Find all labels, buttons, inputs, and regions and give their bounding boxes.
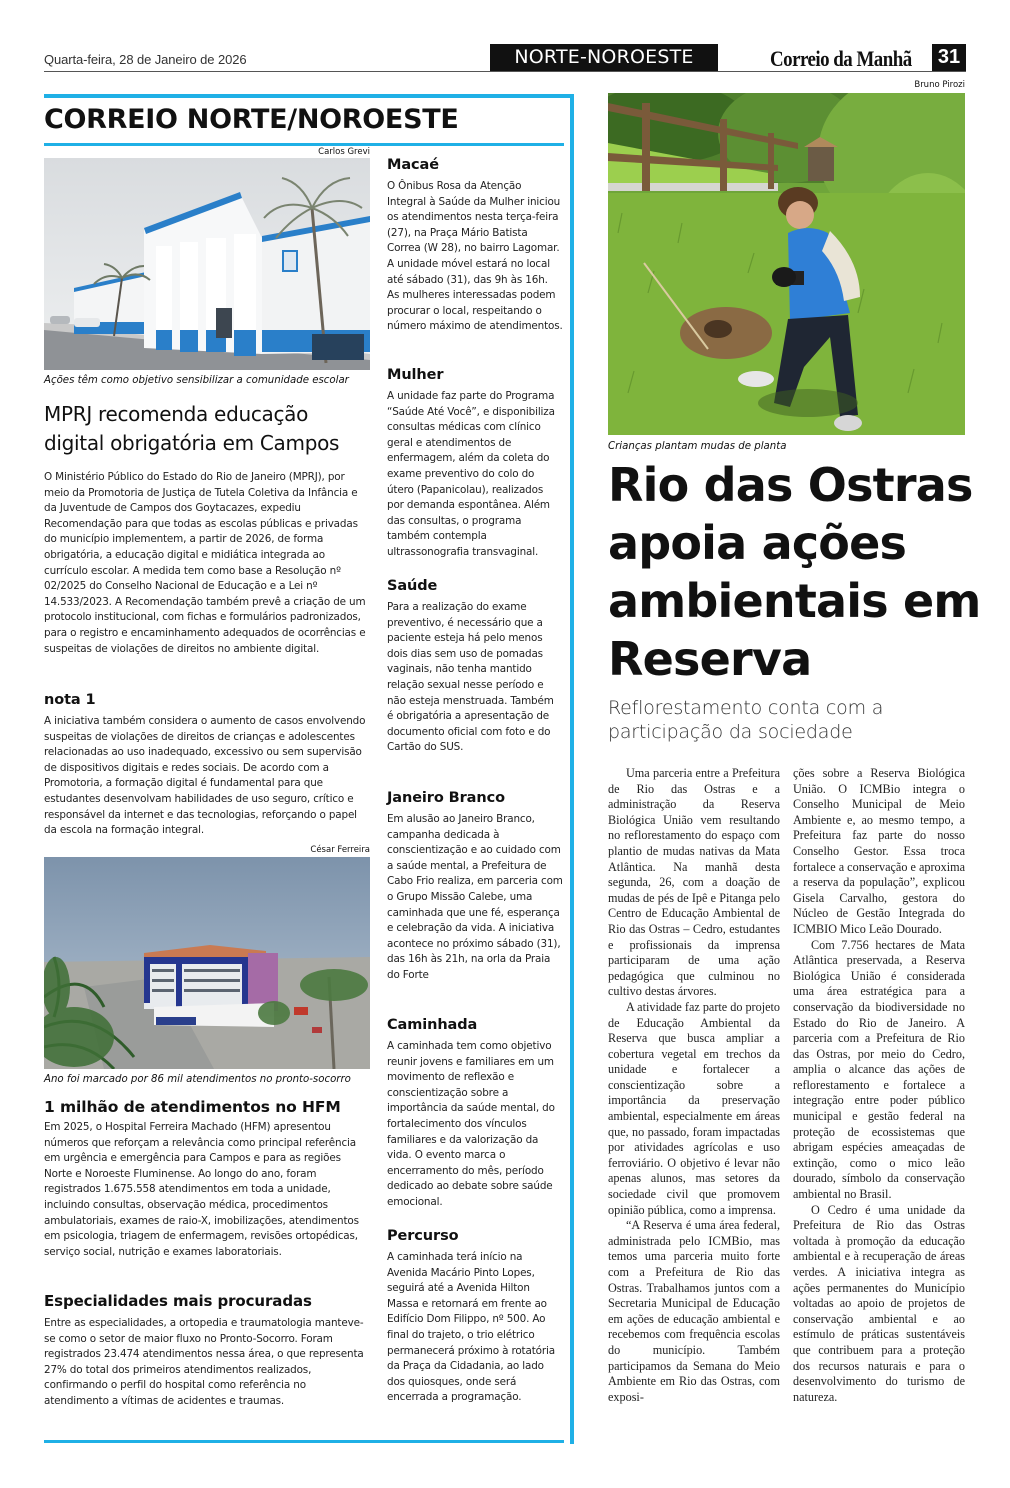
article-paragraph: Com 7.756 hectares de Mata Atlântica preservada, a Reserva Biológica União é considerada uma área estratégica para a conservação da biodiversidade no Estado do Rio de Janeiro. A parceria com a Prefeitura de Rio das Ostras, por meio do Cedro, amplia o alcance das ações de reflorestamento e fortalece a integração entre poder público municipal e gestão federal na proteção de ecossistemas que abrigam espécies ameaçadas de extinção, como o mico leão dourado, símbolo da conservação ambiental no Brasil. xyxy=(793,937,965,1202)
section-title: CORREIO NORTE/NOROESTE xyxy=(44,104,459,135)
brief-body-caminhada: A caminhada tem como objetivo reunir jovens e familiares em um movimento de reflexão e conscientização sobre a importância da saúde mental, do fortalecimento dos vínculos familiares e da valorização da vida. O evento marca o encerramento do mês, período dedicado ao debate sobre saúde emocional. xyxy=(387,1040,555,1208)
page-number: 31 xyxy=(932,44,966,71)
photo-caption: Ano foi marcado por 86 mil atendimentos no pronto-socorro xyxy=(44,1074,351,1085)
article-body: Em 2025, o Hospital Ferreira Machado (HFM) apresentou números que reforçam a relevância como principal referência em urgência e emergência para Campos e para as regiões Norte e Noroeste Fluminense. Ao longo do ano, foram registrados 1.675.558 atendimentos em toda a unidade, incluindo consultas, observação médica, procedimentos ambulatoriais, exames de raio-X, imobilizações, atendimentos em psicologia, triagem de enfermagem, revisões ortopédicas, serviço social, nutrição e exames laboratoriais. xyxy=(44,1121,359,1258)
photo-credit: Bruno Pirozi xyxy=(914,80,965,90)
article-deck: Reflorestamento conta com a participação da sociedade xyxy=(608,697,884,743)
brief-subhead-macae: Macaé xyxy=(387,157,439,173)
article-column-1 xyxy=(608,766,780,1446)
hospital-aerial-photo xyxy=(44,857,370,1069)
section-title-underline xyxy=(44,143,564,146)
brief-body-mulher: A unidade faz parte do Programa “Saúde Até Você”, e disponibiliza consultas médicas com clínico geral e atendimentos de enfermagem, além da coleta do exame preventivo do colo do útero (Papanicolau), realizados por demanda espontânea. Além das consultas, o programa também contempla ultrassonografia transvaginal. xyxy=(387,390,555,558)
photo-caption: Ações têm como objetivo sensibilizar a comunidade escolar xyxy=(44,375,349,386)
article-paragraph: Uma parceria entre a Prefeitura de Rio das Ostras e a administração da Reserva Biológica União vem resultando no reflorestamento do espaço com plantio de mudas nativas da Mata Atlântica. Na manhã desta segunda, 26, com a doação de mudas de pés de Ipê e Pitanga pelo Centro de Educação Ambiental de Rio das Ostras – Cedro, estudantes e profissionais da imprensa participaram de uma ação pedagógica que culminou no cultivo destas árvores. xyxy=(608,766,780,999)
brief-subhead-janeiro-branco: Janeiro Branco xyxy=(387,790,505,806)
photo-caption: Crianças plantam mudas de planta xyxy=(608,441,787,452)
article-body: O Ministério Público do Estado do Rio de Janeiro (MPRJ), por meio da Promotoria de Justiça de Tutela Coletiva da Infância e da Juventude de Campos dos Goytacazes, expediu Recomendação para que todas as escolas públicas e privadas do município implementem, a partir de 2026, de forma obrigatória, a educação digital e midiática integrada ao currículo escolar. A medida tem como base a Resolução nº 02/2025 do Conselho Nacional de Educação e a Lei nº 14.533/2023. A Recomendação também prevê a criação de um protocolo institucional, com fichas e formulários padronizados, para o registro e encaminhamento adequados de ocorrências e suspeitas de violações de direitos no ambiente digital. xyxy=(44,471,366,655)
edition-date: Quarta-feira, 28 de Janeiro de 2026 xyxy=(44,52,247,67)
brief-subhead-saude: Saúde xyxy=(387,578,438,594)
article-headline: 1 milhão de atendimentos no HFM xyxy=(44,1098,341,1116)
section-frame-right xyxy=(570,94,574,1444)
brief-body-percurso: A caminhada terá início na Avenida Macário Pinto Lopes, seguirá até a Avenida Hilton Massa e retornará em frente ao Edifício Dom Filippo, nº 500. Ao final do trajeto, o trio elétrico permanecerá próximo à rotatória da Praça da Cidadania, ao lado dos quiosques, onde será encerrada a programação. xyxy=(387,1251,555,1404)
tree-planting-photo xyxy=(608,93,965,435)
article-body-continued: A iniciativa também considera o aumento de casos envolvendo suspeitas de violações de direitos de crianças e adolescentes relacionadas ao uso inadequado, excessivo ou sem supervisão de dispositivos digitais e redes sociais. De acordo com a Promotoria, a formação digital é fundamental para que estudantes desenvolvam habilidades de uso seguro, crítico e responsável da internet e das tecnologias, reforçando o papel da escola na formação integral. xyxy=(44,715,366,837)
article-headline: MPRJ recomenda educação digital obrigatória em Campos xyxy=(44,402,340,455)
school-building-photo xyxy=(44,158,370,370)
section-label: NORTE-NOROESTE xyxy=(490,44,718,71)
brief-body-saude: Para a realização do exame preventivo, é necessário que a paciente esteja há pelo menos dois dias sem uso de pomadas vaginais, não tenha mantido relação sexual nesse período e não esteja menstruada. Também é obrigatória a apresentação de documento oficial com foto e do Cartão do SUS. xyxy=(387,601,554,754)
header-divider xyxy=(44,71,966,72)
brief-subhead-mulher: Mulher xyxy=(387,367,444,383)
article-column-2 xyxy=(793,766,965,1446)
photo-credit: César Ferreira xyxy=(310,845,370,855)
article-paragraph: A atividade faz parte do projeto de Educação Ambiental da Reserva que busca ampliar a cobertura vegetal em trechos da unidade e fortalecer a conscientização sobre a importância da preservação ambiental, especialmente em áreas que, no passado, foram impactadas por atividades agrícolas e uso ferroviário. O objetivo é levar não apenas alunos, mas setores da sociedade civil que promovem opinião pública, como a imprensa. xyxy=(608,999,780,1217)
brief-subhead-percurso: Percurso xyxy=(387,1228,459,1244)
article-subhead: nota 1 xyxy=(44,692,96,708)
main-headline: Rio das Ostras apoia ações ambientais em Reserva xyxy=(608,458,981,686)
brief-body-janeiro-branco: Em alusão ao Janeiro Branco, campanha dedicada à conscientização e ao cuidado com a saúde mental, a Prefeitura de Cabo Frio realiza, em parceria com o Grupo Missão Calebe, uma caminhada que une fé, esperança e celebração da vida. A iniciativa acontece no próximo sábado (31), das 16h às 21h, na orla da Praia do Forte xyxy=(387,813,563,981)
brief-subhead-caminhada: Caminhada xyxy=(387,1017,478,1033)
newspaper-logo: Correio da Manhã xyxy=(770,46,912,71)
article-subhead: Especialidades mais procuradas xyxy=(44,1292,312,1310)
article-paragraph-quote-start: “A Reserva é uma área federal, administrada pelo ICMBio, mas temos uma parceria muito forte com a Prefeitura de Rio das Ostras. Trabalhamos juntos com a Secretaria Municipal de Educação em ações de educação ambiental e recebemos com frequência escolas do município. Também participamos da Semana do Meio Ambiente em Rio das Ostras, com exposi- xyxy=(608,1218,780,1404)
brief-body-macae: O Ônibus Rosa da Atenção Integral à Saúde da Mulher iniciou os atendimentos nesta terça-feira (27), na Praça Mário Batista Correa (W 28), no bairro Lagomar. A unidade móvel estará no local até sábado (31), das 9h às 16h. As mulheres interessadas podem procurar o local, respeitando o número máximo de atendimentos. xyxy=(387,180,563,333)
section-frame-bottom xyxy=(44,1440,564,1443)
section-frame-top xyxy=(44,94,574,98)
article-paragraph-quote-end: ções sobre a Reserva Biológica União. O ICMBio integra o Conselho Municipal de Meio Ambiente e, ao mesmo tempo, a Prefeitura faz parte do nosso Conselho Gestor. Essa troca fortalece a conservação e aproxima a reserva da população”, explicou Gisela Carvalho, gestora do Núcleo de Gestão Integrada do ICMBIO Mico Leão Dourado. xyxy=(793,766,965,936)
article-paragraph: O Cedro é uma unidade da Prefeitura de Rio das Ostras voltada à promoção da educação ambiental e à recuperação de áreas verdes. A iniciativa integra as ações permanentes do Município voltadas ao apoio de projetos de conservação ambiental e ao estímulo de práticas sustentáveis que contribuem para a proteção dos recursos naturais e para o desenvolvimento do turismo de natureza. xyxy=(793,1202,965,1404)
article-body-continued: Entre as especialidades, a ortopedia e traumatologia manteve-se como o setor de maior fluxo no Pronto-Socorro. Foram registrados 23.474 atendimentos nessa área, o que representa 27% do total dos primeiros atendimentos realizados, confirmando o perfil do hospital como referência no atendimento a vítimas de acidentes e traumas. xyxy=(44,1317,364,1407)
photo-credit: Carlos Grevi xyxy=(318,147,370,157)
